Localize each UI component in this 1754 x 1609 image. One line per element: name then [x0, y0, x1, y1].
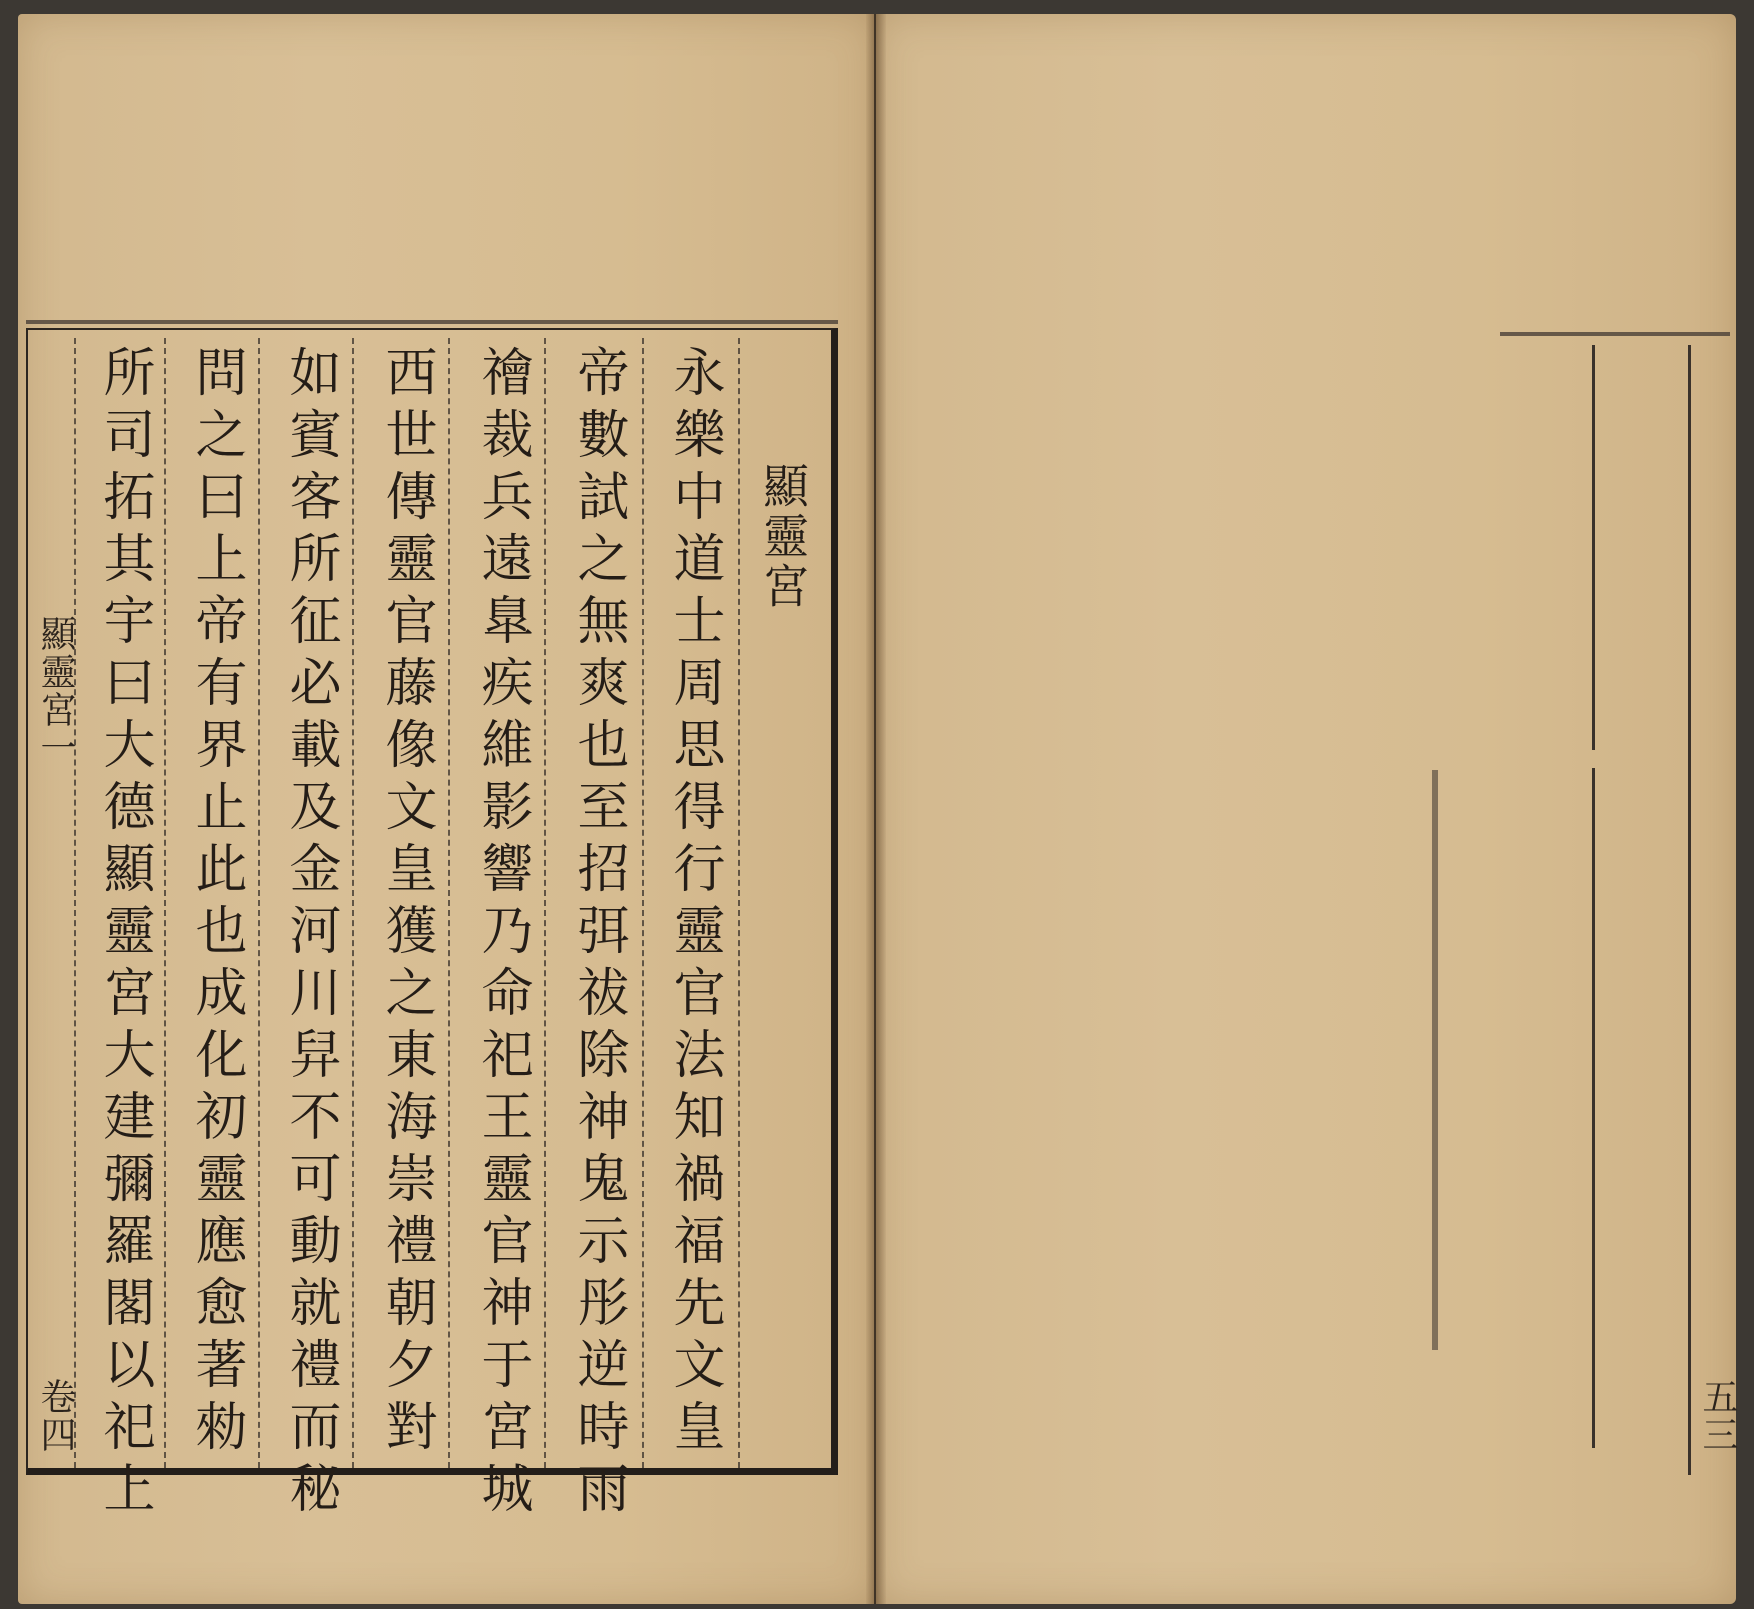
- column-rule: [352, 338, 354, 1468]
- center-strip-label: 顯靈宮一: [35, 615, 76, 767]
- column-rule: [738, 338, 740, 1468]
- book-gutter: [866, 14, 886, 1604]
- page-number: 五三: [1697, 1378, 1738, 1454]
- column-rule: [448, 338, 450, 1468]
- right-page-rule: [1592, 768, 1595, 1448]
- top-border-line: [26, 320, 838, 324]
- text-column-4: 西世傳靈官藤像文皇獲之東海崇禮朝夕對: [376, 345, 436, 1461]
- column-rule: [164, 338, 166, 1468]
- chapter-title: 顯靈宮: [756, 462, 810, 612]
- right-page-rule: [1592, 345, 1595, 750]
- column-rule: [258, 338, 260, 1468]
- volume-label: 卷四: [35, 1378, 76, 1454]
- right-top-band: [1500, 332, 1730, 336]
- right-page: [876, 14, 1736, 1604]
- right-page-rule: [1432, 770, 1438, 1350]
- text-column-7: 所司拓其宇曰大德顯靈宮大建彌羅閣以祀上: [94, 345, 154, 1523]
- text-column-6: 問之曰上帝有界止此也成化初靈應愈著勑: [186, 345, 246, 1461]
- column-rule: [74, 338, 76, 1468]
- column-rule: [544, 338, 546, 1468]
- text-column-3: 禬裁兵遠臯疾維影響乃命祀王靈官神于宮城: [472, 345, 532, 1523]
- column-rule: [642, 338, 644, 1468]
- text-column-2: 帝數試之無爽也至招弭祓除神鬼示彤逆時雨: [568, 345, 628, 1523]
- text-column-5: 如賓客所征必載及金河川舁不可動就禮而秘: [280, 345, 340, 1523]
- text-column-1: 永樂中道士周思得行靈官法知禍福先文皇: [664, 345, 724, 1461]
- right-page-rule: [1688, 345, 1691, 1475]
